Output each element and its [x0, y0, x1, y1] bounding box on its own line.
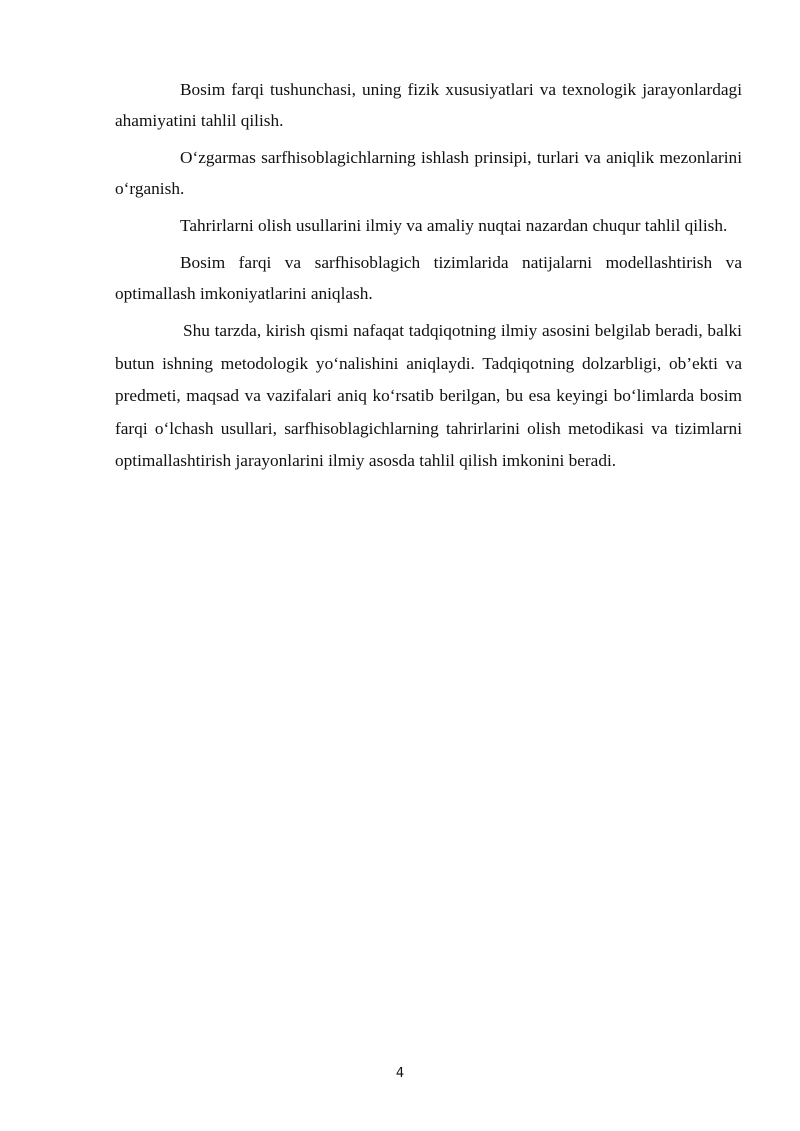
paragraph-1: Bosim farqi tushunchasi, uning fizik xususiyatlari va texnologik jarayonlardagi ahamiyatini tahlil qilish.	[115, 80, 742, 130]
paragraph-2: O‘zgarmas sarfhisoblagichlarning ishlash prinsipi, turlari va aniqlik mezonlarini o‘rganish.	[115, 148, 742, 198]
paragraph-4: Bosim farqi va sarfhisoblagich tizimlarida natijalarni modellashtirish va optimallash imkoniyatlarini aniqlash.	[115, 253, 742, 303]
page-number: 4	[395, 1066, 405, 1081]
paragraph-5: Shu tarzda, kirish qismi nafaqat tadqiqotning ilmiy asosini belgilab beradi, balki butun ishning metodologik yo‘nalishini aniqlaydi. Tadqiqotning dolzarbligi, ob’ekti va predmeti, maqsad va vazifalari aniq ko‘rsatib berilgan, bu esa keyingi bo‘limlarda bosim farqi o‘lchash usullari, sarfhisoblagichlarning tahrirlarini olish metodikasi va tizimlarni optimallashtirish jarayonlarini ilmiy asosda tahlil qilish imkonini beradi.	[115, 321, 742, 470]
page-body	[115, 74, 742, 484]
paragraph-3: Tahrirlarni olish usullarini ilmiy va amaliy nuqtai nazardan chuqur tahlil qilish.	[180, 216, 728, 235]
